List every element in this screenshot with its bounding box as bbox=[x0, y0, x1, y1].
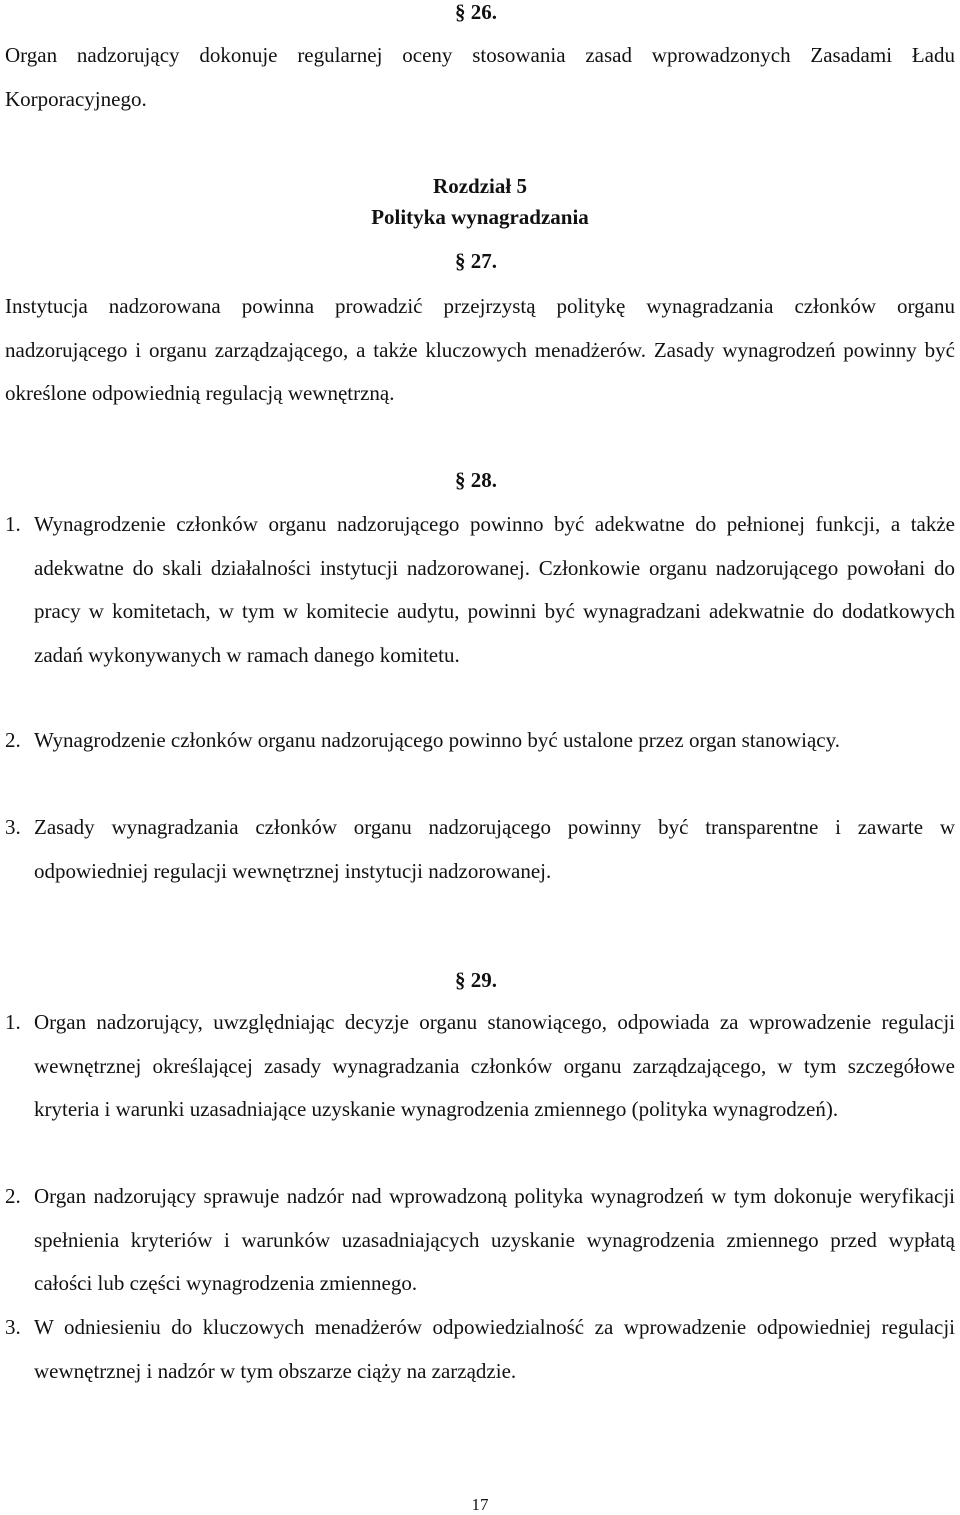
section-28-item-1-text: Wynagrodzenie członków organu nadzorującego powinno być adekwatne do pełnionej funkcji, a także adekwatne do skali działalności instytucji nadzorowanej. Członkowie organu nadzorującego powołani do pracy w komitetach, w tym w komitecie audytu, powinni być wynagradzani adekwatnie do dodatkowych zadań wykonywanych w ramach danego komitetu. bbox=[34, 512, 955, 667]
chapter-title: Rozdział 5 bbox=[433, 174, 527, 198]
section-29-item-2-number: 2. bbox=[5, 1184, 21, 1208]
section-29-item-3-text: W odniesieniu do kluczowych menadżerów odpowiedzialność za wprowadzenie odpowiedniej regulacji wewnętrznej i nadzór w tym obszarze ciąży na zarządzie. bbox=[34, 1315, 955, 1383]
section-28-item-2-text: Wynagrodzenie członków organu nadzorującego powinno być ustalone przez organ stanowiący. bbox=[34, 728, 840, 752]
section-28-item-3-text: Zasady wynagradzania członków organu nadzorującego powinny być transparentne i zawarte w odpowiedniej regulacji wewnętrznej instytucji nadzorowanej. bbox=[34, 815, 955, 883]
section-29-item-3-number: 3. bbox=[5, 1315, 21, 1339]
section-29-item-1-text: Organ nadzorujący, uwzględniając decyzje organu stanowiącego, odpowiada za wprowadzenie regulacji wewnętrznej określającej zasady wynagradzania członków organu zarządzającego, w tym szczegółowe kryteria i warunki uzasadniające uzyskanie wynagrodzenia zmiennego (polityka wynagrodzeń). bbox=[34, 1010, 955, 1121]
section-28-heading: § 28. bbox=[455, 468, 497, 492]
chapter-subtitle: Polityka wynagradzania bbox=[371, 205, 589, 229]
section-28-item-1-number: 1. bbox=[5, 512, 21, 536]
section-29-item-2-text: Organ nadzorujący sprawuje nadzór nad wprowadzoną polityka wynagrodzeń w tym dokonuje weryfikacji spełnienia kryteriów i warunków uzasadniających uzyskanie wynagrodzenia zmiennego przed wypłatą całości lub części wynagrodzenia zmiennego. bbox=[34, 1184, 955, 1295]
section-29-heading: § 29. bbox=[455, 968, 497, 992]
section-26-text: Organ nadzorujący dokonuje regularnej oceny stosowania zasad wprowadzonych Zasadami Ładu Korporacyjnego. bbox=[5, 43, 955, 111]
section-28-item-3-number: 3. bbox=[5, 815, 21, 839]
section-26-heading: § 26. bbox=[455, 0, 497, 24]
section-27-heading: § 27. bbox=[455, 249, 497, 273]
section-27-text: Instytucja nadzorowana powinna prowadzić przejrzystą politykę wynagradzania członków organu nadzorującego i organu zarządzającego, a także kluczowych menadżerów. Zasady wynagrodzeń powinny być określone odpowiednią regulacją wewnętrzną. bbox=[5, 294, 955, 405]
section-28-item-2-number: 2. bbox=[5, 728, 21, 752]
page-number: 17 bbox=[471, 1495, 489, 1514]
section-29-item-1-number: 1. bbox=[5, 1010, 21, 1034]
